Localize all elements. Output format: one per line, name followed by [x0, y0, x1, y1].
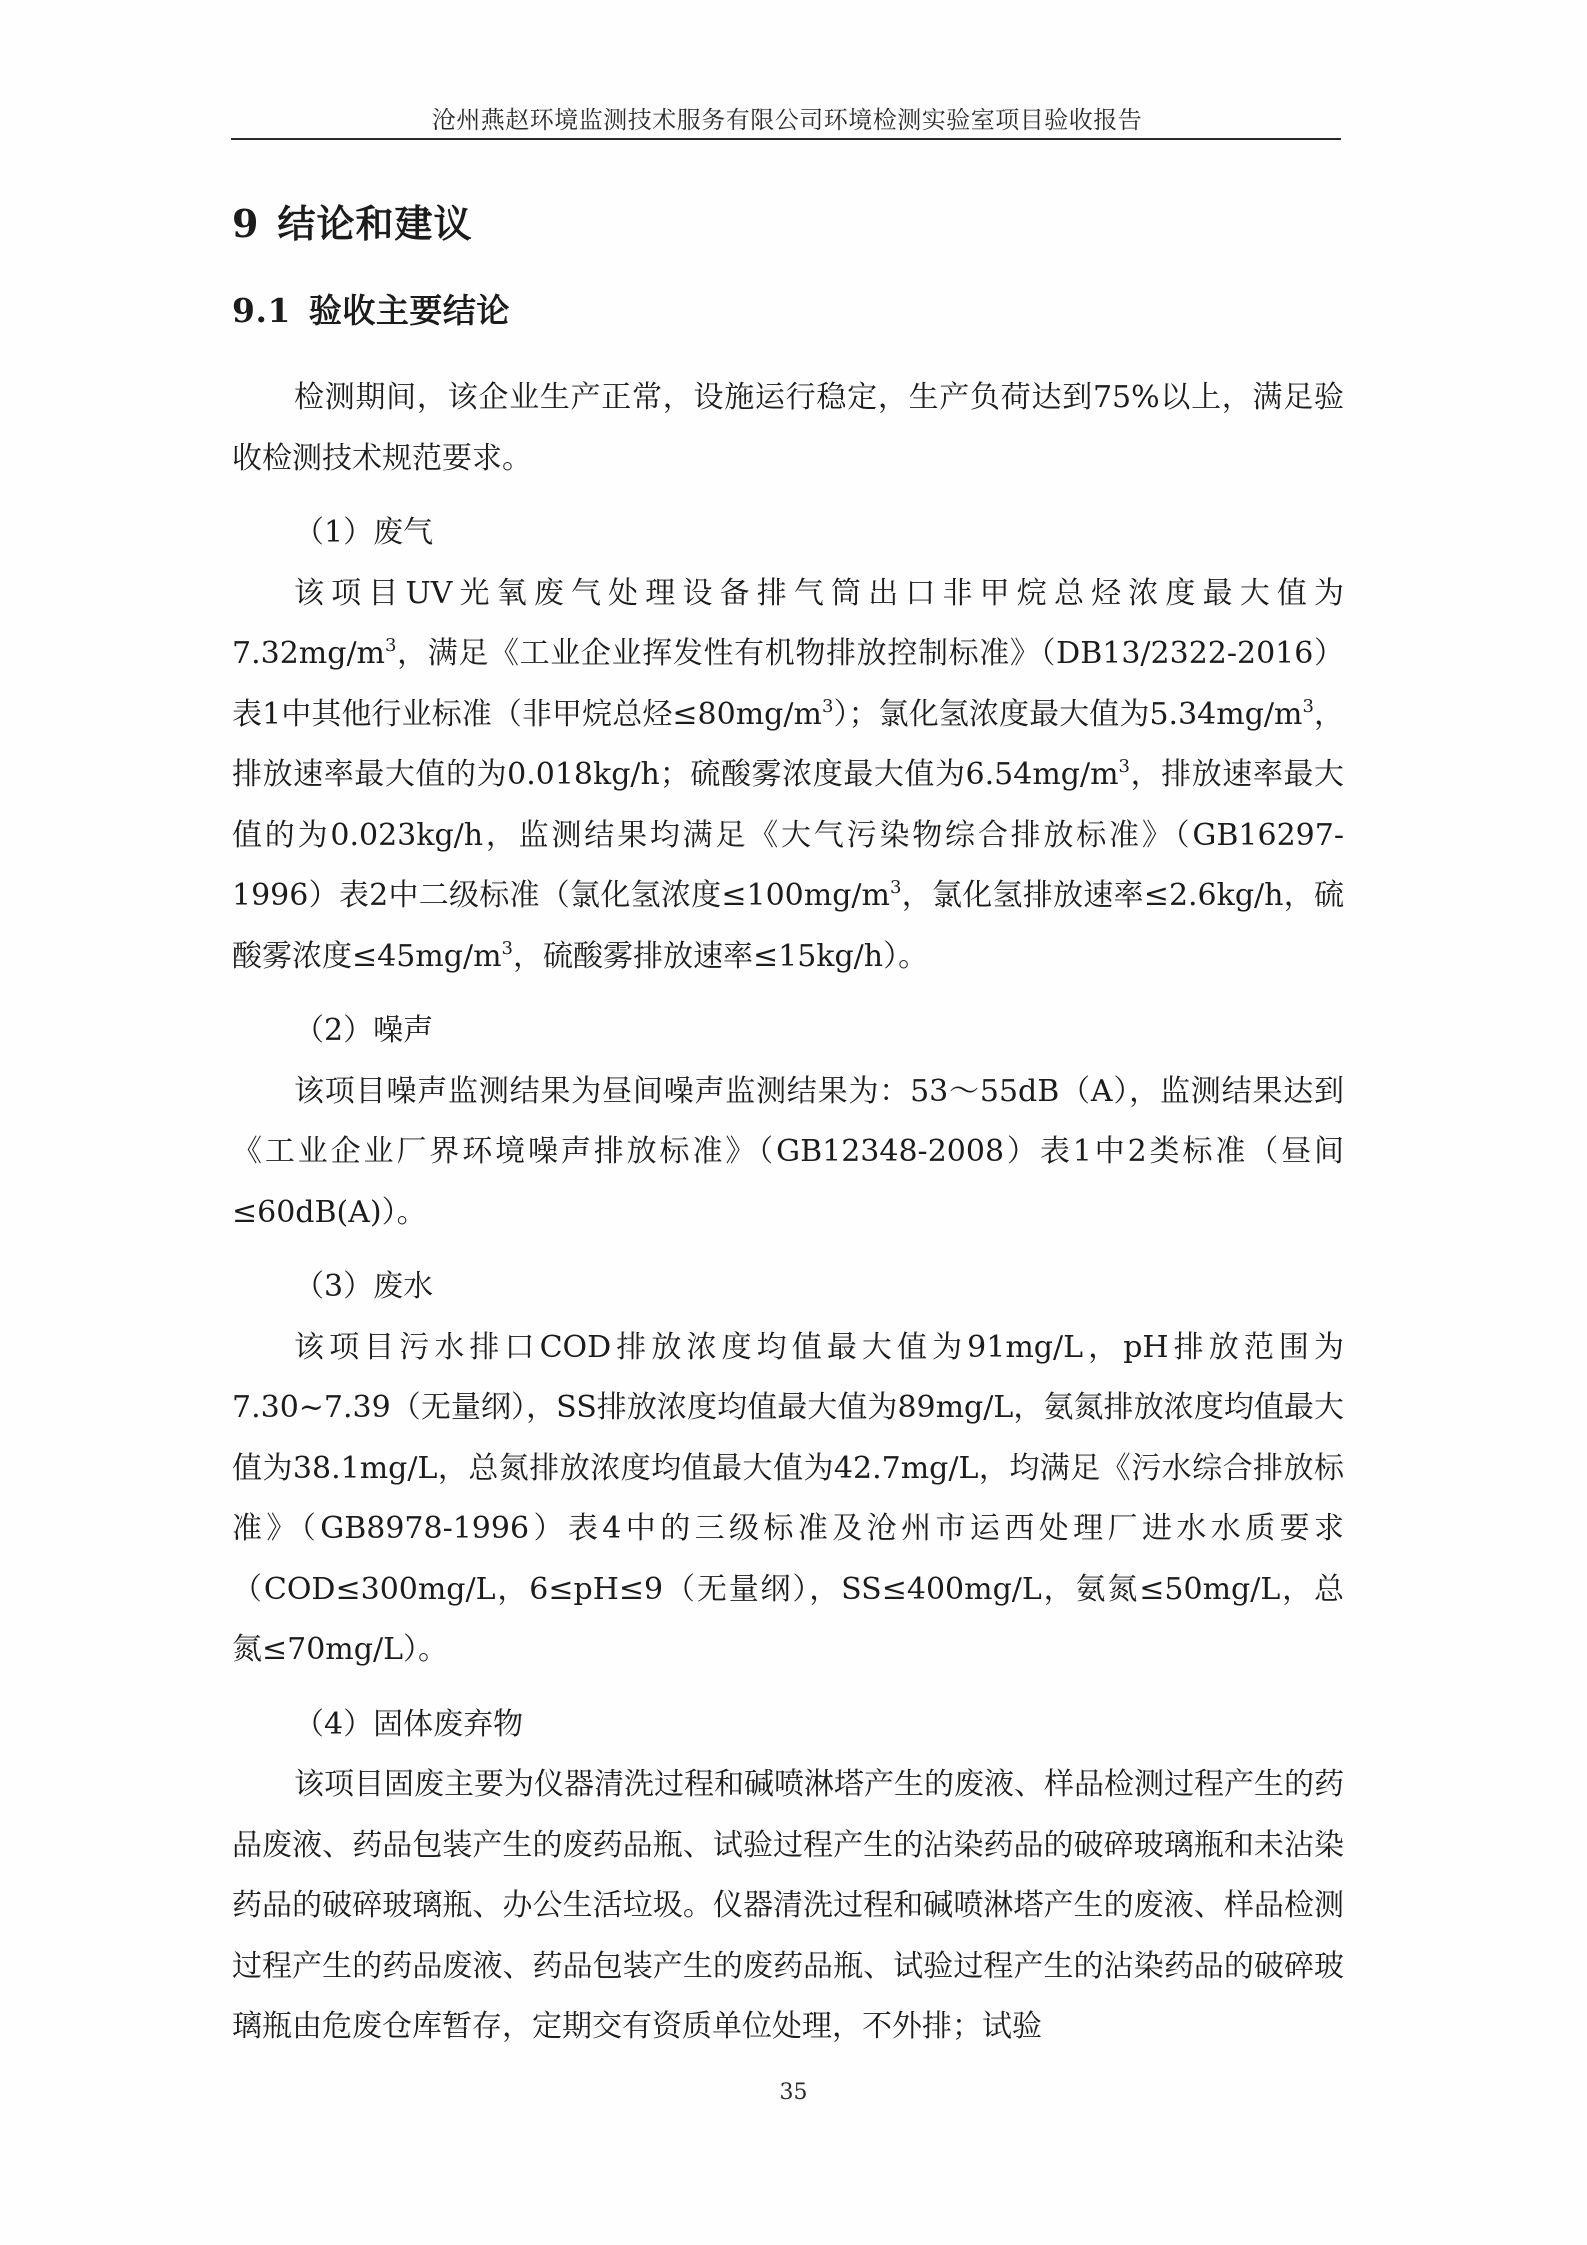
running-header: 沧州燕赵环境监测技术服务有限公司环境检测实验室项目验收报告	[431, 106, 1143, 134]
chapter-number: 9	[232, 201, 260, 246]
solid-waste-paragraph: 该项目固废主要为仪器清洗过程和碱喷淋塔产生的废液、样品检测过程产生的药品废液、药品包装产生的废药品瓶、试验过程产生的沾染药品的破碎玻璃瓶和未沾染药品的破碎玻璃瓶、办公生活垃圾。仪器清洗过程和碱喷淋塔产生的废液、样品检测过程产生的药品废液、药品包装产生的废药品瓶、试验过程产生的沾染药品的破碎玻璃瓶由危废仓库暂存，定期交有资质单位处理，不外排；试验	[232, 1767, 1344, 2044]
header-rule	[231, 138, 1341, 140]
superscript-3: 3	[501, 937, 513, 959]
section-heading	[232, 285, 510, 332]
gas-text-part: ，氯化氢排放速率≤2.6kg/h，硫酸雾浓度≤45mg/m	[232, 878, 1344, 974]
gas-text-part: 该项目UV光氧废气处理设备排气筒出口非甲烷总烃浓度最大值为7.32mg/m	[232, 575, 1344, 671]
water-paragraph: 该项目污水排口COD排放浓度均值最大值为91mg/L，pH排放范围为7.30~7.39（无量纲），SS排放浓度均值最大值为89mg/L，氨氮排放浓度均值最大值为38.1mg/L，总氮排放浓度均值最大值为42.7mg/L，均满足《污水综合排放标准》（GB8978-1996）表4中的三级标准及沧州市运西处理厂进水水质要求（COD≤300mg/L，6≤pH≤9（无量纲），SS≤400mg/L，氨氮≤50mg/L，总氮≤70mg/L）。	[232, 1329, 1344, 1667]
gas-text-part: ，硫酸雾排放速率≤15kg/h）。	[512, 938, 929, 974]
gas-text-part: ，排放速率最大值的为0.023kg/h，监测结果均满足《大气污染物综合排放标准》（GB16297-1996）表2中二级标准（氯化氢浓度≤100mg/m	[232, 757, 1344, 913]
body-text	[232, 368, 1344, 2058]
gas-text-part: ）；氯化氢浓度最大值为5.34mg/m	[833, 696, 1303, 732]
gas-paragraph	[232, 564, 1344, 988]
superscript-3: 3	[889, 877, 902, 898]
superscript-3: 3	[821, 695, 834, 717]
page-number: 35	[779, 2080, 808, 2105]
noise-subheading: （2）噪声	[294, 1013, 434, 1048]
water-subheading: （3）废水	[294, 1269, 434, 1304]
superscript-3: 3	[1302, 695, 1314, 717]
gas-text-part: ，排放速率最大值的为0.018kg/h；硫酸雾浓度最大值为6.54mg/m	[232, 696, 1344, 792]
gas-text-part: ，满足《工业企业挥发性有机物排放控制标准》（DB13/2322-2016）表1中其他行业标准（非甲烷总烃≤80mg/m	[232, 636, 1344, 732]
section-number: 9.1	[232, 291, 291, 330]
gas-subheading: （1）废气	[294, 515, 434, 550]
solid-waste-subheading: （4）固体废弃物	[294, 1706, 524, 1742]
chapter-title: 结论和建议	[277, 201, 473, 246]
superscript-3: 3	[385, 635, 397, 656]
intro-paragraph: 检测期间，该企业生产正常，设施运行稳定，生产负荷达到75%以上，满足验收检测技术规范要求。	[232, 380, 1344, 476]
chapter-heading	[232, 193, 472, 248]
superscript-3: 3	[1118, 756, 1130, 777]
noise-paragraph: 该项目噪声监测结果为昼间噪声监测结果为：53～55dB（A），监测结果达到《工业企业厂界环境噪声排放标准》（GB12348-2008）表1中2类标准（昼间≤60dB(A)）。	[232, 1073, 1344, 1230]
section-title: 验收主要结论	[308, 291, 510, 330]
